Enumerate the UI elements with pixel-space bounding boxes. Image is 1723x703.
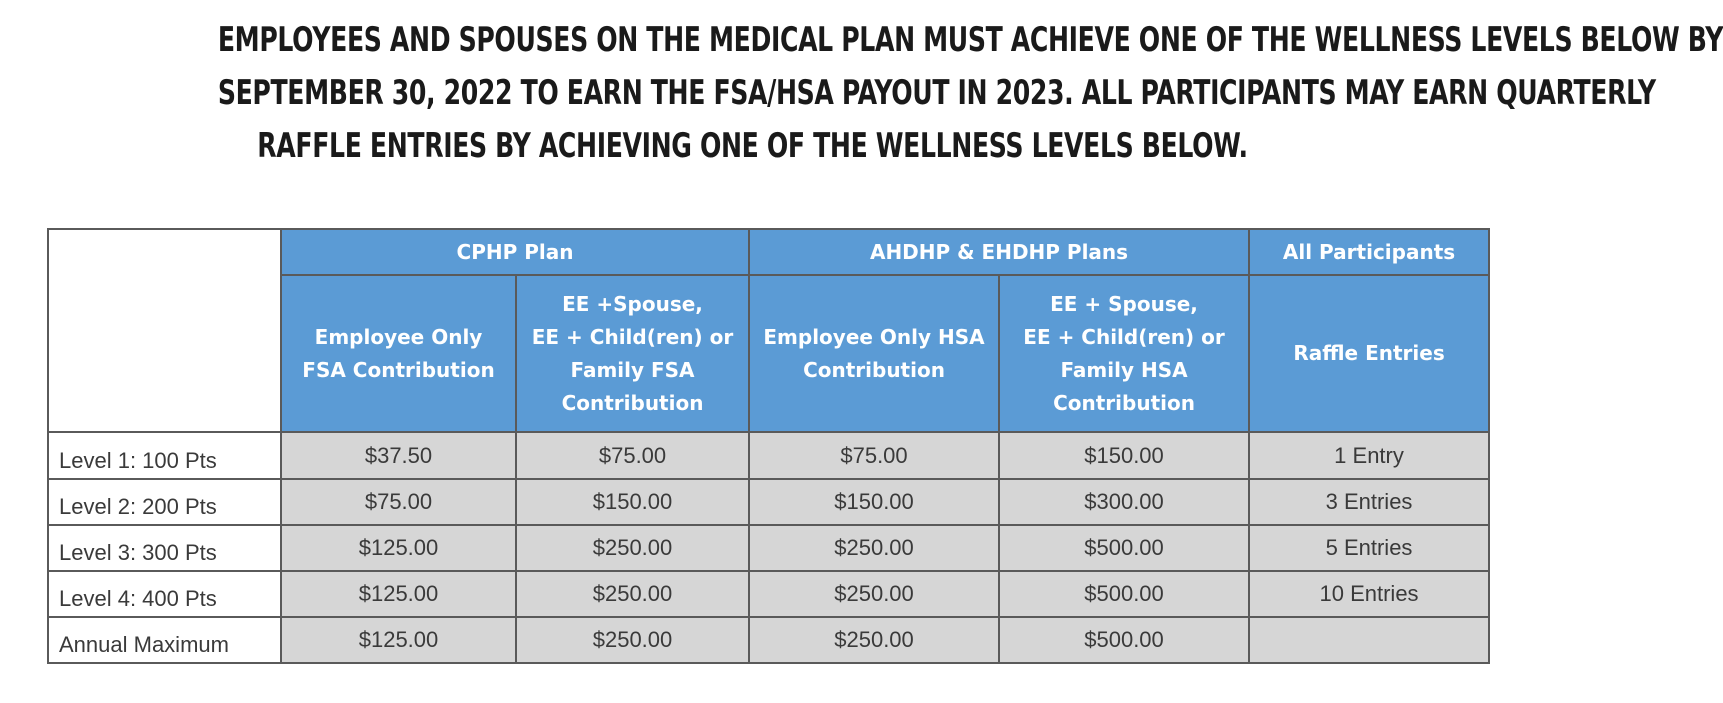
cphp-employee-value: $75.00 bbox=[281, 479, 516, 525]
raffle-value: 5 Entries bbox=[1249, 525, 1489, 571]
page-headline bbox=[217, 14, 1723, 173]
cphp-employee-value: $125.00 bbox=[281, 571, 516, 617]
raffle-value: 1 Entry bbox=[1249, 432, 1489, 478]
cphp-family-value: $75.00 bbox=[516, 432, 749, 478]
cphp-family-value: $250.00 bbox=[516, 571, 749, 617]
row-label: Level 3: 300 Pts bbox=[48, 525, 281, 571]
header-line: Family FSA bbox=[570, 357, 695, 382]
header-line: Family HSA bbox=[1060, 357, 1188, 382]
hdhp-employee-value: $250.00 bbox=[749, 617, 999, 663]
row-label: Annual Maximum bbox=[48, 617, 281, 663]
hdhp-family-value: $500.00 bbox=[999, 571, 1249, 617]
header-line: Contribution bbox=[561, 390, 704, 415]
table-row bbox=[48, 525, 1489, 571]
table-row bbox=[48, 479, 1489, 525]
raffle-value: 10 Entries bbox=[1249, 571, 1489, 617]
table-row bbox=[48, 571, 1489, 617]
raffle-value: 3 Entries bbox=[1249, 479, 1489, 525]
hdhp-family-value: $150.00 bbox=[999, 432, 1249, 478]
header-line: Employee Only bbox=[314, 324, 483, 349]
headline-line-2: SEPTEMBER 30, 2022 TO EARN THE FSA/HSA PAYOUT IN 2023. ALL PARTICIPANTS MAY EARN QUARTERLY bbox=[217, 73, 1656, 113]
column-header-cphp-family bbox=[516, 275, 749, 432]
hdhp-employee-value: $75.00 bbox=[749, 432, 999, 478]
hdhp-family-value: $500.00 bbox=[999, 525, 1249, 571]
group-header-hdhp: AHDHP & EHDHP Plans bbox=[749, 229, 1249, 275]
column-header-raffle bbox=[1249, 275, 1489, 432]
header-line: EE + Spouse, bbox=[1050, 291, 1198, 316]
hdhp-employee-value: $250.00 bbox=[749, 571, 999, 617]
column-header-hdhp-employee bbox=[749, 275, 999, 432]
row-label: Level 1: 100 Pts bbox=[48, 432, 281, 478]
cphp-employee-value: $125.00 bbox=[281, 525, 516, 571]
group-header-all-participants: All Participants bbox=[1249, 229, 1489, 275]
header-line: Contribution bbox=[1053, 390, 1195, 415]
wellness-rewards-table bbox=[47, 228, 1490, 664]
header-line: Employee Only HSA bbox=[763, 324, 985, 349]
table-row bbox=[48, 617, 1489, 663]
cphp-family-value: $250.00 bbox=[516, 525, 749, 571]
table-row bbox=[48, 432, 1489, 478]
row-label: Level 2: 200 Pts bbox=[48, 479, 281, 525]
headline-line-1: EMPLOYEES AND SPOUSES ON THE MEDICAL PLAN MUST ACHIEVE ONE OF THE WELLNESS LEVELS BELOW BY bbox=[217, 20, 1723, 60]
header-line: Contribution bbox=[803, 357, 945, 382]
hdhp-employee-value: $150.00 bbox=[749, 479, 999, 525]
group-header-cphp: CPHP Plan bbox=[281, 229, 749, 275]
header-line: Raffle Entries bbox=[1293, 341, 1445, 366]
row-label: Level 4: 400 Pts bbox=[48, 571, 281, 617]
header-line: EE + Child(ren) or bbox=[1023, 324, 1225, 349]
hdhp-family-value: $500.00 bbox=[999, 617, 1249, 663]
column-header-hdhp-family bbox=[999, 275, 1249, 432]
header-line: FSA Contribution bbox=[302, 357, 495, 382]
cphp-employee-value: $37.50 bbox=[281, 432, 516, 478]
cphp-employee-value: $125.00 bbox=[281, 617, 516, 663]
hdhp-employee-value: $250.00 bbox=[749, 525, 999, 571]
hdhp-family-value: $300.00 bbox=[999, 479, 1249, 525]
cphp-family-value: $150.00 bbox=[516, 479, 749, 525]
cphp-family-value: $250.00 bbox=[516, 617, 749, 663]
header-line: EE +Spouse, bbox=[562, 291, 703, 316]
headline-line-3: RAFFLE ENTRIES BY ACHIEVING ONE OF THE WELLNESS LEVELS BELOW. bbox=[257, 126, 1248, 166]
corner-cell bbox=[48, 229, 281, 432]
header-line: EE + Child(ren) or bbox=[531, 324, 734, 349]
raffle-value bbox=[1249, 617, 1489, 663]
column-header-cphp-employee bbox=[281, 275, 516, 432]
